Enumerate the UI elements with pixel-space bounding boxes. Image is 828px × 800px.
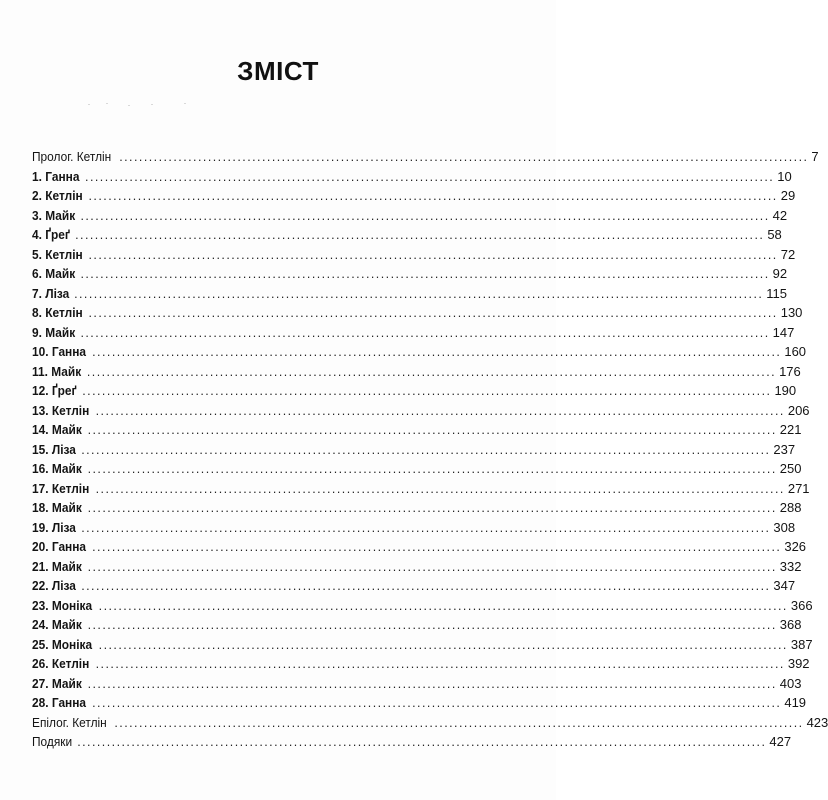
toc-entry-page-number: 423	[806, 714, 828, 730]
dot-leader: ............................................................................................................................................	[95, 403, 785, 418]
dot-leader: ............................................................................................................................................	[98, 598, 788, 613]
toc-entry-page-number: 308	[773, 519, 796, 535]
dot-leader: ............................................................................................................................................	[86, 364, 777, 379]
toc-entry	[32, 537, 807, 557]
toc-entry-page-number: 58	[767, 227, 782, 242]
toc-entry-title: 25. Моніка	[32, 636, 93, 652]
toc-entry-page-number: 221	[779, 422, 802, 437]
toc-entry-page-number: 250	[779, 461, 802, 476]
toc-entry-title: 17. Кетлін	[32, 480, 90, 496]
toc-entry-title: 15. Ліза	[32, 441, 76, 457]
toc-entry	[32, 440, 796, 460]
toc-entry	[32, 674, 802, 694]
dot-leader: ............................................................................................................................................	[82, 384, 772, 398]
toc-entry-title: 14. Майк	[32, 422, 82, 437]
toc-entry	[32, 381, 797, 401]
toc-entry	[32, 167, 792, 187]
toc-entry-page-number: 7	[811, 149, 819, 164]
toc-entry-title: 24. Майк	[32, 617, 82, 632]
dot-leader: ............................................................................................................................................	[95, 657, 785, 671]
toc-entry	[32, 596, 813, 616]
toc-entry	[32, 459, 802, 479]
toc-entry	[32, 225, 782, 245]
toc-entry	[32, 401, 810, 421]
toc-entry-page-number: 237	[773, 441, 796, 457]
toc-entry	[32, 284, 788, 304]
dot-leader: ............................................................................................................................................	[87, 501, 777, 515]
dot-leader: ............................................................................................................................................	[81, 442, 771, 457]
toc-entry-title: 8. Кетлін	[32, 305, 83, 320]
toc-entry-page-number: 332	[779, 558, 802, 574]
dot-leader: ............................................................................................................................................	[80, 208, 770, 223]
dot-leader: ............................................................................................................................................	[87, 618, 777, 632]
toc-entry-page-number: 366	[790, 597, 813, 613]
toc-entry-page-number: 190	[774, 383, 797, 398]
toc-entry	[32, 635, 813, 655]
toc-entry-title: 27. Майк	[32, 675, 82, 691]
toc-entry-page-number: 29	[780, 188, 796, 203]
dot-leader: ............................................................................................................................................	[98, 637, 788, 652]
toc-entry-title: 23. Моніка	[32, 597, 93, 613]
toc-entry-page-number: 206	[787, 402, 810, 418]
toc-entry	[32, 362, 801, 382]
toc-entry	[32, 206, 788, 226]
dot-leader: ............................................................................................................................................	[87, 423, 777, 437]
toc-entry-page-number: 130	[780, 305, 803, 320]
toc-entry-page-number: 326	[784, 539, 807, 554]
dot-leader: ............................................................................................................................................	[85, 169, 775, 184]
toc-entry-page-number: 10	[777, 168, 792, 184]
toc-entry	[32, 264, 788, 284]
toc-entry	[32, 654, 810, 674]
toc-entry	[32, 693, 807, 713]
toc-entry-page-number: 427	[769, 734, 792, 749]
toc-entry	[32, 557, 802, 577]
table-of-contents	[32, 147, 828, 752]
toc-entry	[32, 147, 819, 167]
dot-leader: ............................................................................................................................................	[80, 267, 770, 281]
toc-entry-page-number: 92	[772, 266, 788, 281]
toc-entry-title: 21. Майк	[32, 558, 82, 574]
toc-entry-page-number: 419	[784, 695, 807, 710]
toc-entry-title: Пролог. Кетлін	[32, 149, 112, 164]
toc-entry-title: 9. Майк	[32, 324, 76, 340]
toc-entry-title: 12. Ґреґ	[32, 383, 77, 398]
page-title: ЗМІСТ	[237, 56, 319, 86]
dot-leader: ............................................................................................................................................	[74, 286, 764, 301]
toc-entry	[32, 479, 810, 499]
toc-entry	[32, 420, 802, 440]
toc-entry-title: 3. Майк	[32, 207, 76, 223]
toc-entry-page-number: 176	[779, 363, 801, 379]
toc-entry-title: 7. Ліза	[32, 285, 70, 301]
toc-entry-title: 10. Ганна	[32, 344, 87, 359]
toc-entry-page-number: 347	[773, 578, 796, 593]
toc-entry	[32, 576, 796, 596]
toc-entry	[32, 303, 803, 323]
dot-leader: ............................................................................................................................................	[81, 520, 771, 535]
dot-leader: ............................................................................................................................................	[77, 735, 767, 749]
toc-entry-page-number: 271	[787, 480, 810, 496]
toc-entry-page-number: 115	[766, 285, 788, 301]
dot-leader: ............................................................................................................................................	[80, 325, 770, 340]
toc-entry-title: 22. Ліза	[32, 578, 76, 593]
dot-leader: ............................................................................................................................................	[95, 481, 785, 496]
toc-entry-page-number: 403	[779, 675, 802, 691]
toc-entry	[32, 518, 796, 538]
toc-entry-page-number: 160	[784, 344, 807, 359]
dot-leader: ............................................................................................................................................	[87, 462, 777, 476]
toc-entry-title: 26. Кетлін	[32, 656, 90, 671]
toc-entry-title: 13. Кетлін	[32, 402, 90, 418]
dot-leader: ............................................................................................................................................	[88, 306, 778, 320]
dot-leader: ............................................................................................................................................	[92, 696, 782, 710]
dot-leader: ............................................................................................................................................	[92, 540, 782, 554]
toc-entry-title: 4. Ґреґ	[32, 227, 71, 242]
dot-leader: ............................................................................................................................................	[114, 715, 804, 730]
dot-leader: ............................................................................................................................................	[87, 676, 777, 691]
dot-leader: ............................................................................................................................................	[88, 247, 778, 262]
toc-entry-title: 5. Кетлін	[32, 246, 83, 262]
toc-entry-page-number: 392	[787, 656, 810, 671]
toc-entry-page-number: 387	[790, 636, 813, 652]
toc-entry	[32, 732, 792, 752]
toc-entry-title: 6. Майк	[32, 266, 76, 281]
toc-entry-title: 18. Майк	[32, 500, 82, 515]
toc-entry	[32, 245, 796, 265]
dot-leader: ............................................................................................................................................	[119, 150, 809, 164]
toc-entry-title: 11. Майк	[32, 363, 82, 379]
toc-entry	[32, 323, 795, 343]
toc-entry	[32, 186, 796, 206]
toc-entry	[32, 713, 828, 733]
toc-entry-page-number: 368	[779, 617, 802, 632]
dot-leader: ............................................................................................................................................	[87, 559, 777, 574]
toc-entry-title: 28. Ганна	[32, 695, 87, 710]
toc-entry-title: 20. Ганна	[32, 539, 87, 554]
toc-entry-title: Епілог. Кетлін	[32, 714, 107, 730]
toc-entry	[32, 342, 807, 362]
toc-entry-title: 16. Майк	[32, 461, 82, 476]
toc-entry-title: Подяки	[32, 734, 73, 749]
toc-entry-title: 1. Ганна	[32, 168, 80, 184]
dot-leader: ............................................................................................................................................	[75, 228, 765, 242]
dot-leader: ............................................................................................................................................	[81, 579, 771, 593]
dot-leader: ............................................................................................................................................	[92, 345, 782, 359]
toc-entry-page-number: 42	[772, 207, 788, 223]
toc-entry	[32, 615, 802, 635]
dot-leader: ............................................................................................................................................	[88, 189, 778, 203]
toc-entry-page-number: 147	[772, 324, 795, 340]
toc-entry	[32, 498, 802, 518]
toc-entry-title: 2. Кетлін	[32, 188, 83, 203]
paper-specks	[88, 103, 208, 107]
toc-entry-title: 19. Ліза	[32, 519, 76, 535]
toc-entry-page-number: 72	[780, 246, 796, 262]
toc-entry-page-number: 288	[779, 500, 802, 515]
